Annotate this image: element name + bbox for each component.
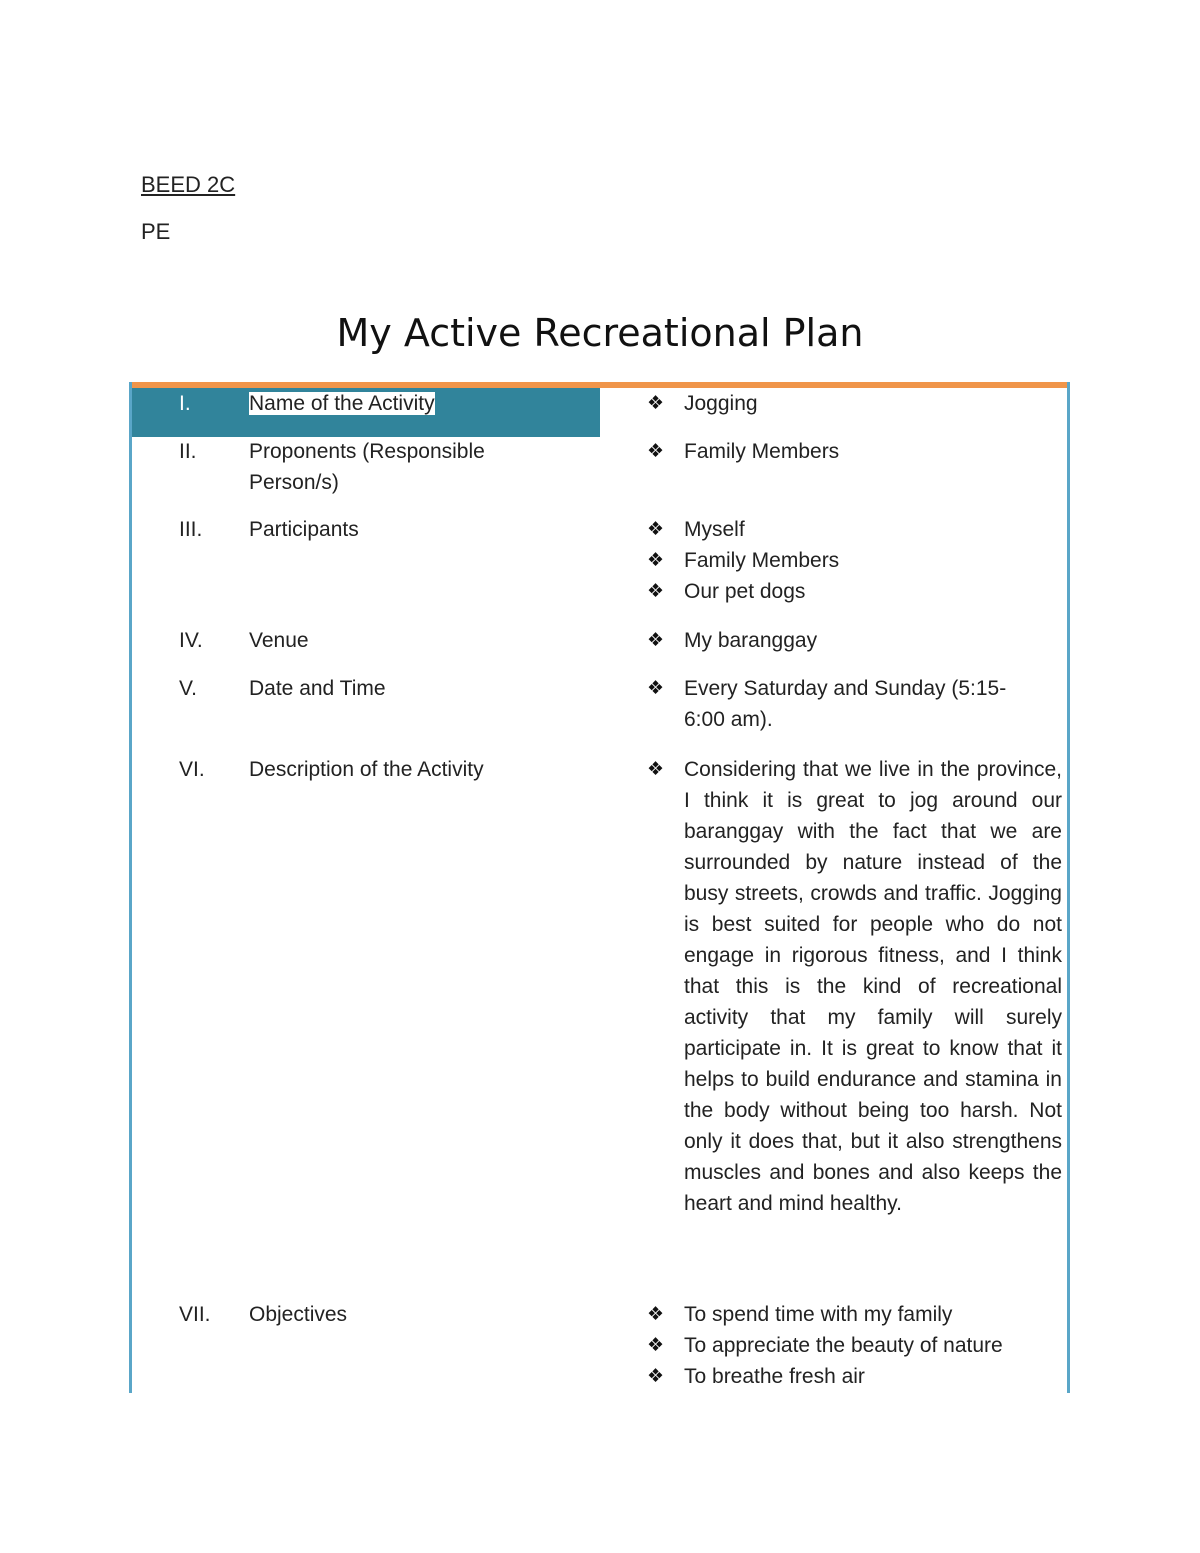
diamond-bullet-icon: ❖ [647,580,665,602]
diamond-bullet-icon: ❖ [647,1365,665,1387]
row-number: I. [179,392,191,415]
row-values [647,388,1062,419]
diamond-bullet-icon: ❖ [647,629,665,651]
diamond-bullet-icon: ❖ [647,1334,665,1356]
diamond-bullet-icon: ❖ [647,758,665,780]
row-values [647,514,1062,607]
list-item-text: Jogging [684,392,758,415]
diamond-bullet-icon: ❖ [647,392,665,414]
row-number: IV. [179,629,203,652]
row-label: Date and Time [249,677,386,700]
diamond-bullet-icon: ❖ [647,518,665,540]
row-number: VI. [179,758,205,781]
list-item [647,1330,1062,1361]
diamond-bullet-icon: ❖ [647,1303,665,1325]
list-item-text: Every Saturday and Sunday (5:15-6:00 am). [684,677,1007,731]
subject-label: PE [141,219,171,244]
list-item [647,1299,1062,1330]
list-item [647,388,1062,419]
list-item-text: To breathe fresh air [684,1365,865,1388]
document-title: My Active Recreational Plan [336,311,864,355]
row-values [647,754,1062,1219]
list-item-text: My baranggay [684,629,818,652]
plan-table [129,382,1070,1393]
row-number: II. [179,440,197,463]
list-item [647,514,1062,545]
list-item-text: To spend time with my family [684,1303,953,1326]
list-item [647,545,1062,576]
row-number: III. [179,518,203,541]
row-label: Description of the Activity [249,758,484,781]
row-label: Venue [249,629,309,652]
list-item [647,625,1062,656]
list-item-text: Family Members [684,549,840,572]
row-values [647,625,1062,656]
row-label: Participants [249,518,359,541]
list-item [647,1361,1062,1392]
list-item [647,436,1062,467]
list-item-text: Family Members [684,440,840,463]
list-item-text: Considering that we live in the province, I think it is great to jog around our baranggay with the fact that we are surrounded by nature instead of the busy streets, crowds and traffic. Jogging is best suited for people who do not engage in rigorous fitness, and I think that this is the kind of recreational activity that my family will surely participate in. It is great to know that it helps to build endurance and stamina in the body without being too harsh. Not only it does that, but it also strengthens muscles and bones and also keeps the heart and mind healthy. [684,758,1062,1215]
diamond-bullet-icon: ❖ [647,549,665,571]
list-item [647,754,1062,1219]
list-item-text: To appreciate the beauty of nature [684,1334,1003,1357]
list-item [647,576,1062,607]
row-label [249,388,549,419]
row-values [647,673,1027,735]
course-label: BEED 2C [141,172,236,197]
list-item [647,673,1027,735]
row-values [647,1299,1062,1392]
row-label: Proponents (Responsible Person/s) [249,440,485,494]
row-label: Objectives [249,1303,348,1326]
diamond-bullet-icon: ❖ [647,440,665,462]
row-values [647,436,1062,467]
row-number: V. [179,677,197,700]
row-number: VII. [179,1303,211,1326]
list-item-text: Our pet dogs [684,580,806,603]
row-label-text: Name of the Activity [249,392,435,415]
list-item-text: Myself [684,518,745,541]
diamond-bullet-icon: ❖ [647,677,665,699]
